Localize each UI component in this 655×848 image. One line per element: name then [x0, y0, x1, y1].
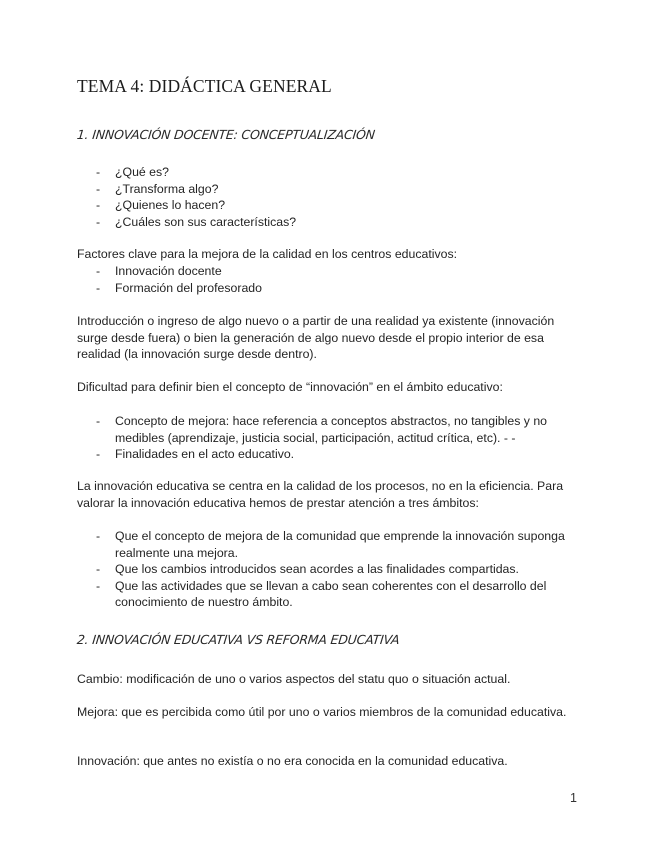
document-title: TEMA 4: DIDÁCTICA GENERAL — [77, 76, 332, 96]
list-item: - Que las actividades que se llevan a cabo sean coherentes con el desarrollo del conocimiento de nuestro ámbito. — [96, 578, 547, 610]
dash-bullet: - — [96, 414, 101, 428]
list-item: - ¿Qué es? — [96, 165, 169, 179]
introduction-paragraph: Introducción o ingreso de algo nuevo o a partir de una realidad ya existente (innovación surge desde fuera) o bien la generación de algo nuevo desde el propio interior de esa realidad (la innovación surge desde dentro). — [77, 314, 555, 362]
list-item: - ¿Cuáles son sus características? — [96, 214, 297, 229]
list-item: - Formación del profesorado — [96, 280, 262, 295]
dash-bullet: - — [96, 578, 101, 593]
question-list — [77, 164, 582, 230]
section-2-heading: 2. INNOVACIÓN EDUCATIVA VS REFORMA EDUCATIVA — [76, 632, 401, 647]
list-item: - Que los cambios introducidos sean acordes a las finalidades compartidas. — [96, 562, 519, 577]
dash-bullet: - — [96, 562, 101, 577]
list-item: - Finalidades en el acto educativo. — [96, 447, 295, 462]
list-item: - Que el concepto de mejora de la comunidad que emprende la innovación suponga realmente una mejora. — [96, 529, 565, 560]
dash-bullet: - — [96, 264, 101, 278]
dash-bullet: - — [96, 165, 101, 179]
mejora-definition: Mejora: que es percibida como útil por uno o varios miembros de la comunidad educativa. — [77, 705, 567, 719]
page-number: 1 — [570, 791, 577, 805]
innovacion-definition: Innovación: que antes no existía o no era conocida en la comunidad educativa. — [77, 754, 508, 768]
list-item: - Innovación docente — [96, 264, 222, 278]
dash-bullet: - — [96, 529, 101, 543]
dash-bullet: - — [96, 447, 101, 462]
list-item: - ¿Quienes lo hacen? — [96, 198, 226, 213]
factors-intro: Factores clave para la mejora de la calidad en los centros educativos: — [77, 247, 458, 261]
difficulty-list — [77, 413, 582, 463]
list-item: - ¿Transforma algo? — [96, 181, 219, 196]
dash-bullet: - — [96, 198, 101, 213]
factors-list — [77, 263, 582, 296]
dash-bullet: - — [96, 280, 101, 295]
list-item: - Concepto de mejora: hace referencia a conceptos abstractos, no tangibles y no medibles (aprendizaje, justicia social, participación, actitud crítica, etc). - - — [96, 414, 548, 445]
section-1-heading: 1. INNOVACIÓN DOCENTE: CONCEPTUALIZACIÓN — [76, 127, 376, 142]
difficulty-intro: Dificultad para definir bien el concepto de “innovación” en el ámbito educativo: — [77, 380, 503, 394]
dash-bullet: - — [96, 181, 101, 196]
cambio-definition: Cambio: modificación de uno o varios aspectos del statu quo o situación actual. — [77, 672, 511, 686]
focus-paragraph: La innovación educativa se centra en la calidad de los procesos, no en la eficiencia. Para valorar la innovación educativa hemos de prestar atención a tres ámbitos: — [77, 479, 564, 510]
areas-list — [77, 528, 582, 611]
dash-bullet: - — [96, 214, 101, 229]
